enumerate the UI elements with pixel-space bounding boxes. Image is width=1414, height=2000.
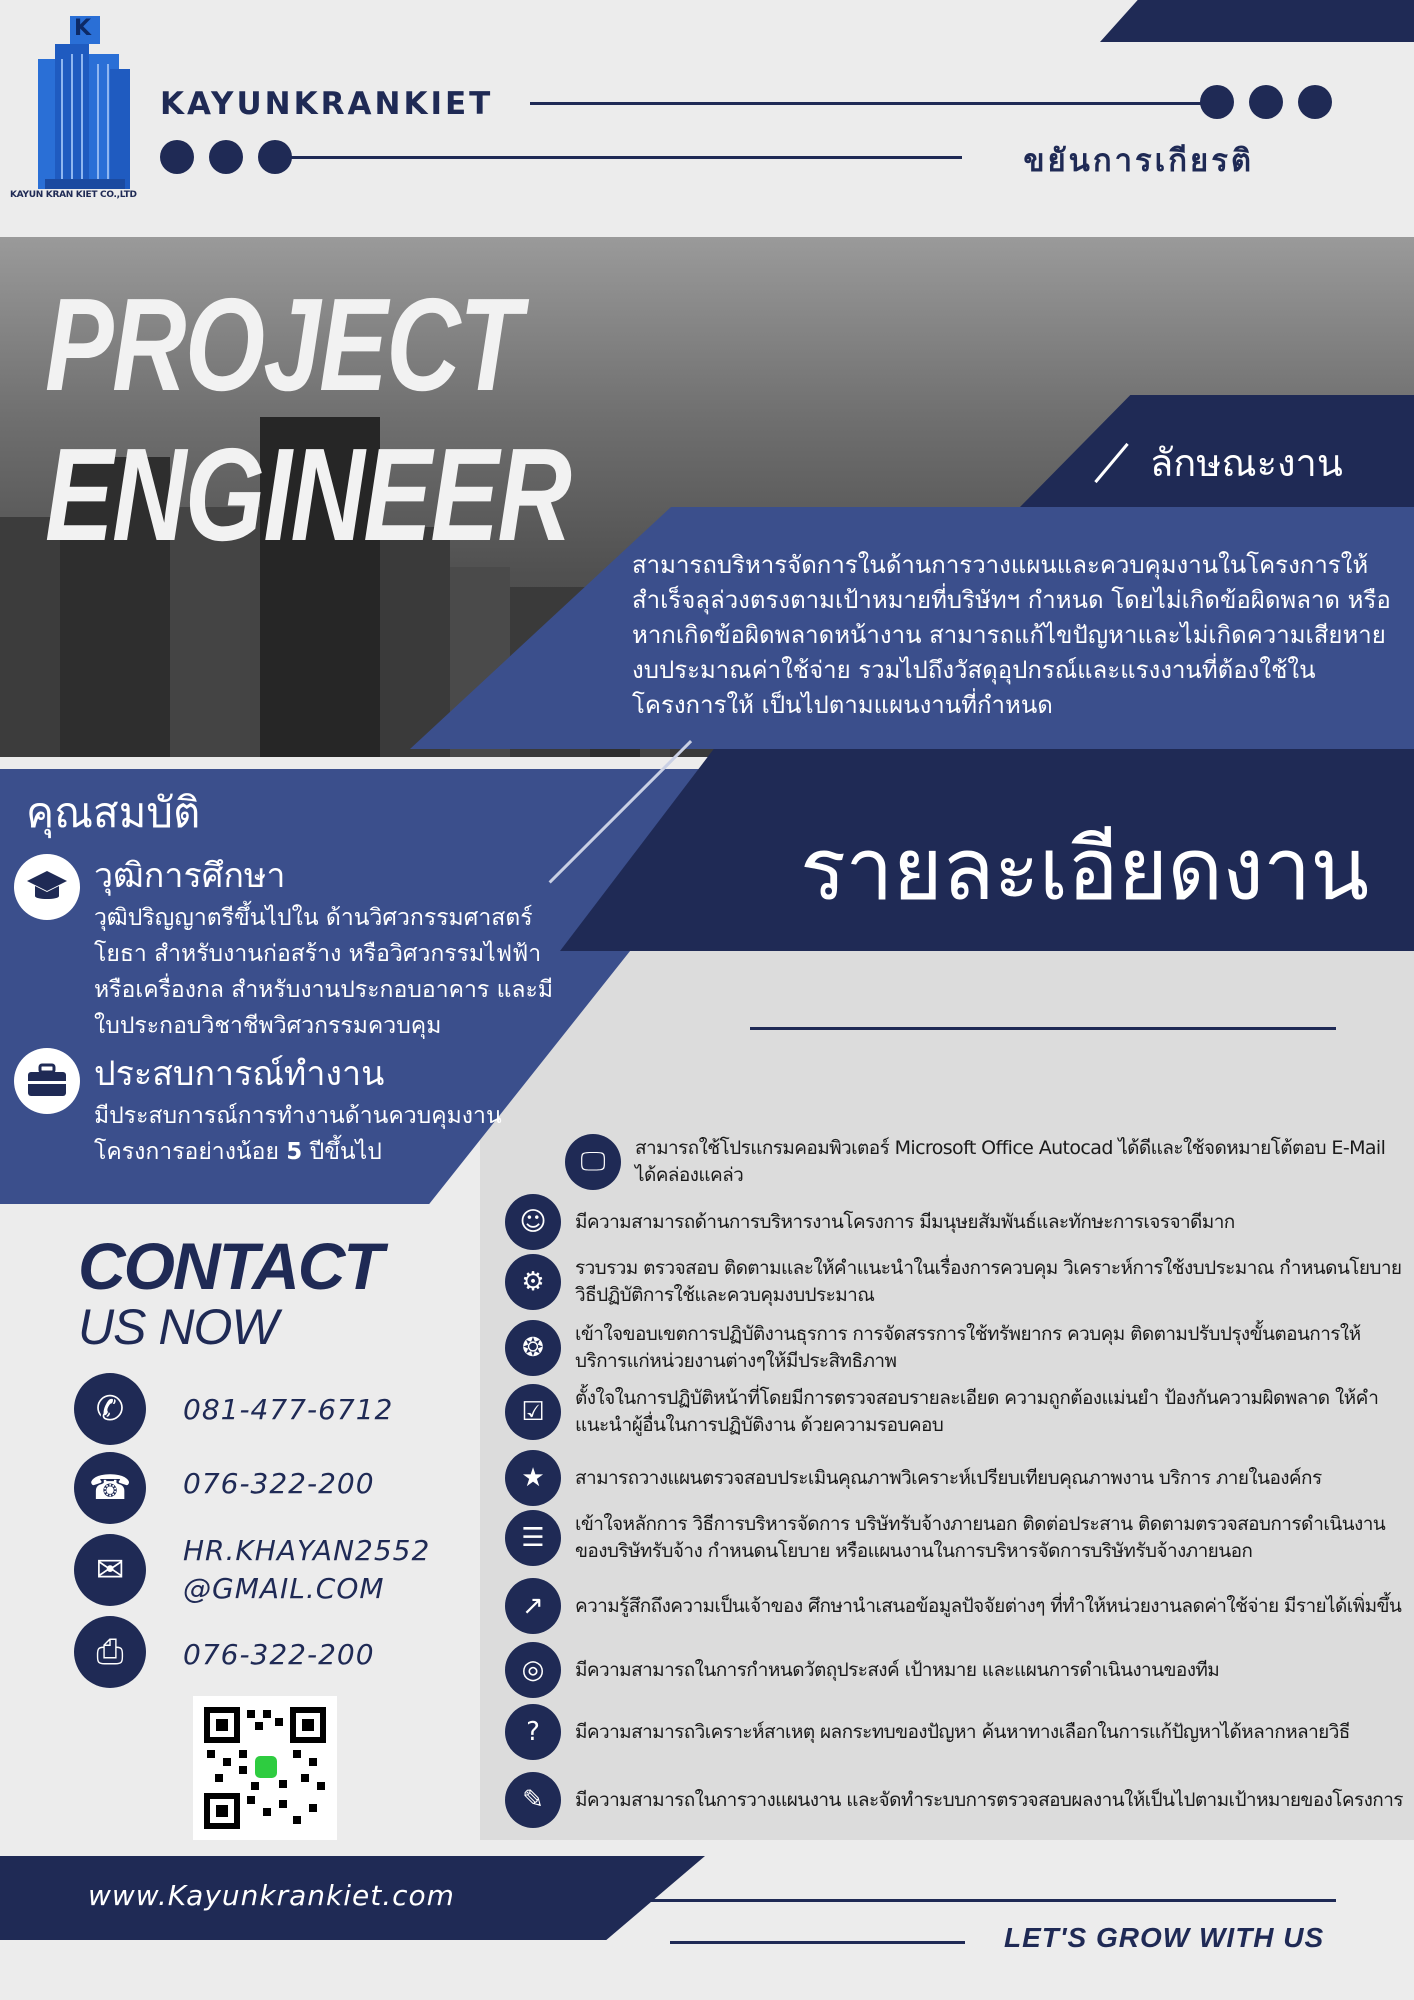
header-rule-bottom bbox=[290, 156, 962, 159]
header-dot bbox=[1298, 85, 1332, 119]
job-title-line-2: ENGINEER bbox=[45, 421, 571, 568]
company-logo bbox=[10, 14, 160, 204]
list-item bbox=[505, 1320, 1405, 1376]
problem-solving-icon: ? bbox=[505, 1704, 561, 1760]
fax-number[interactable]: 076-322-200 bbox=[183, 1638, 375, 1671]
telephone-icon: ☎ bbox=[74, 1452, 146, 1524]
experience-title: ประสบการณ์ทำงาน bbox=[94, 1054, 385, 1094]
fax-icon: ⎙ bbox=[74, 1616, 146, 1688]
list-item-text: มีความสามารถในการวางแผนงาน และจัดทำระบบการตรวจสอบผลงานให้เป็นไปตามเป้าหมายของโครงการ bbox=[575, 1788, 1403, 1811]
education-title: วุฒิการศึกษา bbox=[94, 856, 286, 896]
checklist-icon: ☰ bbox=[505, 1510, 561, 1566]
list-item bbox=[505, 1704, 1405, 1760]
qr-code-icon bbox=[193, 1696, 337, 1840]
list-item-text: มีความสามารถด้านการบริหารงานโครงการ มีมนุษยสัมพันธ์และทักษะการเจรจาดีมาก bbox=[575, 1210, 1235, 1233]
experience-text bbox=[94, 1098, 554, 1170]
job-details-rule bbox=[750, 1027, 1336, 1030]
header-dot bbox=[1249, 85, 1283, 119]
planning-icon: ✎ bbox=[505, 1772, 561, 1828]
email-address[interactable] bbox=[183, 1532, 430, 1608]
contact-heading-line-2: US NOW bbox=[78, 1299, 278, 1355]
contact-heading bbox=[78, 1228, 382, 1356]
phone-icon: ✆ bbox=[74, 1373, 146, 1445]
growth-chart-icon: ↗ bbox=[505, 1578, 561, 1634]
list-item bbox=[505, 1194, 1405, 1250]
header-dot bbox=[209, 140, 243, 174]
qr-code[interactable] bbox=[193, 1696, 337, 1840]
email-icon: ✉ bbox=[74, 1534, 146, 1606]
footer-tagline: LET'S GROW WITH US bbox=[1004, 1922, 1325, 1953]
list-item-text: สามารถวางแผนตรวจสอบประเมินคุณภาพวิเคราะห์เปรียบเทียบคุณภาพงาน บริการ ภายในองค์กร bbox=[575, 1466, 1322, 1489]
list-item-text: สามารถใช้โปรแกรมคอมพิวเตอร์ Microsoft Office Autocad ได้ดีและใช้จดหมายโต้ตอบ E-Mail ได้คล่องแคล่ว bbox=[635, 1137, 1386, 1186]
job-details-heading: รายละเอียดงาน bbox=[800, 820, 1369, 920]
experience-years: 5 bbox=[286, 1139, 303, 1165]
company-name: KAYUNKRANKIET bbox=[160, 86, 494, 122]
list-item bbox=[505, 1384, 1405, 1440]
phone-number[interactable]: 076-322-200 bbox=[183, 1467, 375, 1500]
experience-text-suffix: ปีขึ้นไป bbox=[302, 1139, 382, 1165]
process-icon: ❂ bbox=[505, 1320, 561, 1376]
logo-caption: KAYUN KRAN KIET CO.,LTD bbox=[10, 190, 137, 200]
engineer-icon: ⚙ bbox=[505, 1254, 561, 1310]
list-item bbox=[505, 1578, 1405, 1634]
experience-text-prefix: โครงการอย่างน้อย bbox=[94, 1139, 287, 1165]
qualifications-heading: คุณสมบัติ bbox=[26, 788, 201, 837]
company-slogan: ขยันการเกียรติ bbox=[1023, 143, 1254, 179]
inspection-icon: ☑ bbox=[505, 1384, 561, 1440]
job-nature-text: สามารถบริหารจัดการในด้านการวางแผนและควบคุมงานในโครงการให้สำเร็จลุล่วงตรงตามเป้าหมายที่บริษัทฯ กำหนด โดยไม่เกิดข้อผิดพลาด หรือหากเกิดข้อผิดพลาดหน้างาน สามารถแก้ไขปัญหาและไม่เกิดความเสียหาย งบประมาณค่าใช้จ่าย รวมไปถึงวัสดุอุปกรณ์และแรงงานที่ต้องใช้ในโครงการให้ เป็นไปตามแผนงานที่กำหนด bbox=[632, 551, 1391, 719]
list-item bbox=[565, 1134, 1405, 1190]
job-nature-heading: ลักษณะงาน bbox=[1150, 441, 1343, 485]
header-dot bbox=[160, 140, 194, 174]
list-item bbox=[505, 1510, 1405, 1566]
list-item-text: ความรู้สึกถึงความเป็นเจ้าของ ศึกษานำเสนอข้อมูลปัจจัยต่างๆ ที่ทำให้หน่วยงานลดค่าใช้จ่าย มีรายได้เพิ่มขึ้น bbox=[575, 1594, 1402, 1617]
team-icon: ☺ bbox=[505, 1194, 561, 1250]
email-line-2: @GMAIL.COM bbox=[183, 1572, 385, 1605]
job-title bbox=[45, 270, 570, 570]
education-icon bbox=[14, 854, 80, 920]
footer-rule-top bbox=[488, 1899, 1336, 1902]
header-rule-top bbox=[530, 102, 1220, 105]
email-line-1: HR.KHAYAN2552 bbox=[183, 1534, 431, 1567]
list-item bbox=[505, 1772, 1405, 1828]
education-text: วุฒิปริญญาตรีขึ้นไปใน ด้านวิศวกรรมศาสตร์ โยธา สำหรับงานก่อสร้าง หรือวิศวกรรมไฟฟ้า หรือเครื่องกล สำหรับงานประกอบอาคาร และมีใบประกอบวิชาชีพวิศวกรรมควบคุม bbox=[94, 905, 554, 1039]
briefcase-icon bbox=[14, 1048, 80, 1114]
job-title-line-1: PROJECT bbox=[45, 271, 521, 418]
contact-heading-line-1: CONTACT bbox=[78, 1229, 382, 1303]
header-dot bbox=[258, 140, 292, 174]
header-dot bbox=[1200, 85, 1234, 119]
website-link[interactable]: www.Kayunkrankiet.com bbox=[88, 1879, 455, 1912]
list-item-text: มีความสามารถในการกำหนดวัตถุประสงค์ เป้าหมาย และแผนการดำเนินงานของทีม bbox=[575, 1658, 1220, 1681]
top-right-corner-shape bbox=[1100, 0, 1414, 42]
list-item-text: รวบรวม ตรวจสอบ ติดตามและให้คำแนะนำในเรื่องการควบคุม วิเคราะห์การใช้งบประมาณ กำหนดนโยบายวิธีปฏิบัติการใช้และควบคุมงบประมาณ bbox=[575, 1257, 1402, 1306]
list-item-text: ตั้งใจในการปฏิบัติหน้าที่โดยมีการตรวจสอบรายละเอียด ความถูกต้องแม่นยำ ป้องกันความผิดพลาด ให้คำแนะนำผู้อื่นในการปฏิบัติงาน ด้วยความรอบคอบ bbox=[575, 1387, 1379, 1436]
building-logo-icon bbox=[10, 14, 160, 204]
list-item-text: เข้าใจหลักการ วิธีการบริหารจัดการ บริษัทรับจ้างภายนอก ติดต่อประสาน ติดตามตรวจสอบการดำเนินงานของบริษัทรับจ้าง กำหนดนโยบาย หรือแผนงานในการบริหารจัดการบริษัทรับจ้างภายนอก bbox=[575, 1513, 1386, 1562]
target-icon: ◎ bbox=[505, 1642, 561, 1698]
footer-rule-bottom bbox=[670, 1941, 965, 1944]
list-item-text: มีความสามารถวิเคราะห์สาเหตุ ผลกระทบของปัญหา ค้นหาทางเลือกในการแก้ปัญหาได้หลากหลายวิธี bbox=[575, 1720, 1350, 1743]
evaluation-icon: ★ bbox=[505, 1450, 561, 1506]
logo-letter: K bbox=[74, 16, 92, 41]
list-item-text: เข้าใจขอบเขตการปฏิบัติงานธุรการ การจัดสรรการใช้ทรัพยากร ควบคุม ติดตามปรับปรุงขั้นตอนการให้บริการแก่หน่วยงานต่างๆให้มีประสิทธิภาพ bbox=[575, 1323, 1361, 1372]
experience-text-line-2 bbox=[94, 1134, 554, 1170]
list-item bbox=[505, 1642, 1405, 1698]
list-item bbox=[505, 1450, 1405, 1506]
mobile-number[interactable]: 081-477-6712 bbox=[183, 1393, 394, 1426]
computer-icon: 🖵 bbox=[565, 1134, 621, 1190]
list-item bbox=[505, 1254, 1405, 1310]
experience-text-line-1: มีประสบการณ์การทำงานด้านควบคุมงาน bbox=[94, 1103, 502, 1129]
